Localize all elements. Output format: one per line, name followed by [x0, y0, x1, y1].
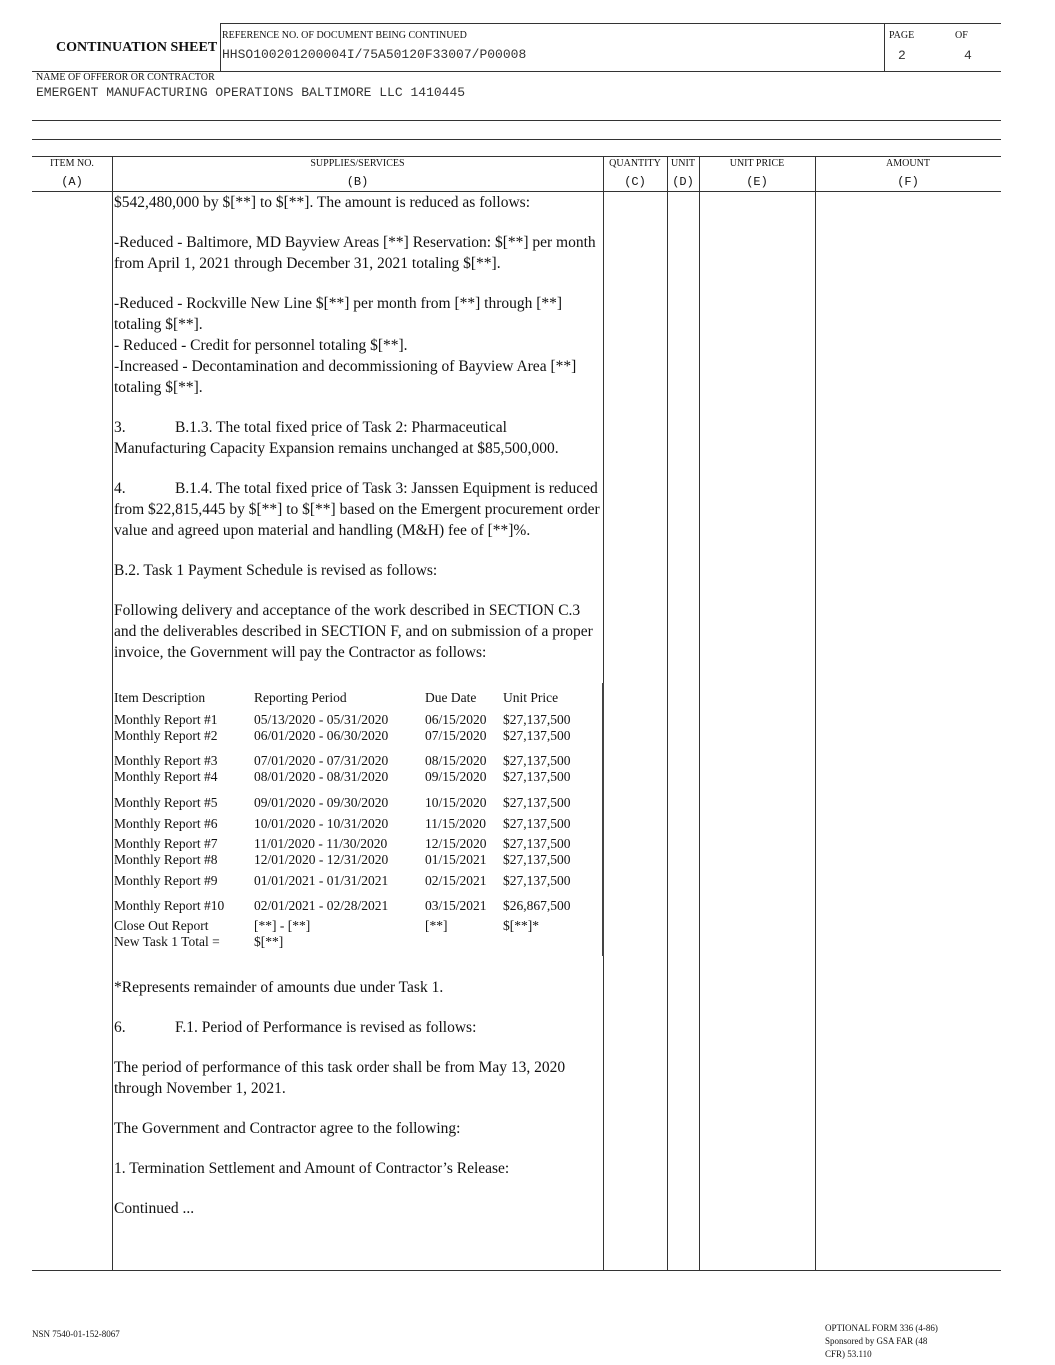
table-row-item: Monthly Report #2: [114, 728, 218, 743]
paragraph-reduced-personnel: - Reduced - Credit for personnel totaling $[**].: [114, 337, 408, 354]
col-unit-price-code: (E): [746, 175, 768, 189]
col-item-no: ITEM NO.: [50, 158, 94, 169]
table-row-period: 07/01/2020 - 07/31/2020: [254, 753, 389, 768]
table-row-item: Close Out Report: [114, 918, 209, 933]
paragraph-4-number: 4.: [114, 480, 126, 497]
table-row-period: 09/01/2020 - 09/30/2020: [254, 795, 389, 810]
paragraph-reduced-baltimore: -Reduced - Baltimore, MD Bayview Areas [**] Reservation: $[**] per month from April 1, 2021 through December 31, 2021 totaling $[**].: [114, 234, 596, 272]
col-unit-code: (D): [672, 175, 694, 189]
table-row-price: $27,137,500: [503, 852, 571, 867]
col-divider-unit: [699, 156, 700, 1270]
schedule-header-price: Unit Price: [503, 690, 559, 705]
table-row-due: 01/15/2021: [425, 852, 487, 867]
paragraph-reduced-rockville: -Reduced - Rockville New Line $[**] per month from [**] through [**] totaling $[**].: [114, 295, 563, 333]
table-row-due: 08/15/2020: [425, 753, 487, 768]
col-amount: AMOUNT: [886, 158, 930, 169]
table-row-price: $27,137,500: [503, 712, 571, 727]
schedule-total-value: $[**]: [254, 934, 284, 949]
paragraph-6-number: 6.: [114, 1019, 126, 1036]
table-row-item: Monthly Report #9: [114, 873, 218, 888]
table-row-price: $27,137,500: [503, 769, 571, 784]
header-divider-1: [220, 23, 221, 71]
table-row-price: $27,137,500: [503, 816, 571, 831]
table-row-item: Monthly Report #4: [114, 769, 218, 784]
table-row-price: $27,137,500: [503, 795, 571, 810]
schedule-header-item: Item Description: [114, 690, 206, 705]
table-row-price: $[**]*: [503, 918, 539, 933]
paragraph-footnote: *Represents remainder of amounts due under Task 1.: [114, 979, 444, 996]
paragraph-agreement: The Government and Contractor agree to the following:: [114, 1120, 461, 1137]
col-quantity: QUANTITY: [609, 158, 661, 169]
col-supplies: SUPPLIES/SERVICES: [310, 158, 405, 169]
table-row-period: 02/01/2021 - 02/28/2021: [254, 898, 389, 913]
form-sponsor: Sponsored by GSA FAR (48: [825, 1336, 928, 1346]
table-row-item: Monthly Report #5: [114, 795, 218, 810]
table-row-period: [**] - [**]: [254, 918, 311, 933]
nsn-number: NSN 7540-01-152-8067: [32, 1329, 120, 1339]
page-total: 4: [964, 48, 972, 63]
table-row-due: 02/15/2021: [425, 873, 487, 888]
body-bottom-rule: [32, 1270, 1001, 1271]
table-row-item: Monthly Report #7: [114, 836, 218, 851]
paragraph-increased-decontamination: -Increased - Decontamination and decommissioning of Bayview Area [**] totaling $[**].: [114, 358, 577, 396]
table-row-price: $27,137,500: [503, 873, 571, 888]
blank-rule-2: [32, 139, 1001, 140]
form-number: OPTIONAL FORM 336 (4-86): [825, 1323, 938, 1333]
col-unit: UNIT: [671, 158, 695, 169]
table-row-due: [**]: [425, 918, 448, 933]
schedule-total-label: New Task 1 Total =: [114, 934, 220, 949]
paragraph-continued: Continued ...: [114, 1200, 195, 1217]
table-row-period: 08/01/2020 - 08/31/2020: [254, 769, 389, 784]
offeror-value: EMERGENT MANUFACTURING OPERATIONS BALTIMORE LLC 1410445: [36, 85, 466, 100]
table-row-period: 05/13/2020 - 05/31/2020: [254, 712, 389, 727]
paragraph-period-of-performance: The period of performance of this task order shall be from May 13, 2020 through November 1, 2021.: [114, 1059, 566, 1097]
table-row-item: Monthly Report #10: [114, 898, 225, 913]
schedule-table-border: [602, 683, 604, 956]
table-row-period: 06/01/2020 - 06/30/2020: [254, 728, 389, 743]
table-row-period: 11/01/2020 - 11/30/2020: [254, 836, 388, 851]
table-row-due: 09/15/2020: [425, 769, 487, 784]
sheet-title: CONTINUATION SHEET: [56, 40, 218, 55]
table-row-price: $26,867,500: [503, 898, 571, 913]
schedule-header-period: Reporting Period: [254, 690, 347, 705]
col-amount-code: (F): [897, 175, 919, 189]
table-row-period: 01/01/2021 - 01/31/2021: [254, 873, 389, 888]
paragraph-3-number: 3.: [114, 419, 126, 436]
paragraph-termination-settlement: 1. Termination Settlement and Amount of Contractor’s Release:: [114, 1160, 510, 1177]
table-row-item: Monthly Report #6: [114, 816, 218, 831]
ref-value: HHSO100201200004I/75A50120F33007/P00008: [222, 47, 527, 62]
of-label: OF: [955, 30, 968, 41]
column-header-top-rule: [32, 156, 1001, 157]
col-supplies-code: (B): [346, 175, 369, 189]
table-row-period: 12/01/2020 - 12/31/2020: [254, 852, 389, 867]
table-row-due: 07/15/2020: [425, 728, 487, 743]
table-row-price: $27,137,500: [503, 836, 571, 851]
page-number: 2: [898, 48, 906, 63]
table-row-item: Monthly Report #8: [114, 852, 218, 867]
col-divider-item: [112, 156, 113, 1270]
paragraph-task3-price: B.1.4. The total fixed price of Task 3: Janssen Equipment is reduced from $22,815,445 by $[**] to $[**] based on the Emergent procurement order value and agreed upon material and handling (M&H) fee of [**]%.: [114, 480, 600, 539]
paragraph-payment-schedule: B.2. Task 1 Payment Schedule is revised as follows:: [114, 562, 438, 579]
table-row-due: 06/15/2020: [425, 712, 487, 727]
header-divider-2: [884, 23, 885, 71]
paragraph-task2-price: B.1.3. The total fixed price of Task 2: Pharmaceutical Manufacturing Capacity Expansion remains unchanged at $85,500,000.: [114, 419, 559, 457]
blank-rule-1: [32, 120, 1001, 121]
ref-label: REFERENCE NO. OF DOCUMENT BEING CONTINUED: [222, 30, 467, 41]
table-row-period: 10/01/2020 - 10/31/2020: [254, 816, 389, 831]
table-row-due: 12/15/2020: [425, 836, 487, 851]
table-row-due: 03/15/2021: [425, 898, 487, 913]
table-row-price: $27,137,500: [503, 753, 571, 768]
paragraph-following-delivery: Following delivery and acceptance of the work described in SECTION C.3 and the deliverables described in SECTION F, and on submission of a proper invoice, the Government will pay the Contractor as follows:: [114, 602, 593, 661]
schedule-header-due: Due Date: [425, 690, 477, 705]
table-row-item: Monthly Report #3: [114, 753, 218, 768]
col-divider-quantity: [667, 156, 668, 1270]
col-quantity-code: (C): [624, 175, 646, 189]
offeror-label: NAME OF OFFEROR OR CONTRACTOR: [36, 72, 215, 83]
paragraph-period-revised: F.1. Period of Performance is revised as follows:: [175, 1019, 477, 1036]
page-label: PAGE: [889, 30, 915, 41]
table-row-price: $27,137,500: [503, 728, 571, 743]
table-row-due: 10/15/2020: [425, 795, 487, 810]
paragraph-amount-reduced: $542,480,000 by $[**] to $[**]. The amount is reduced as follows:: [114, 194, 530, 211]
col-item-no-code: (A): [61, 175, 83, 189]
col-unit-price: UNIT PRICE: [729, 158, 785, 169]
col-divider-unit-price: [815, 156, 816, 1270]
table-row-item: Monthly Report #1: [114, 712, 218, 727]
form-cfr: CFR) 53.110: [825, 1349, 872, 1359]
table-row-due: 11/15/2020: [425, 816, 487, 831]
